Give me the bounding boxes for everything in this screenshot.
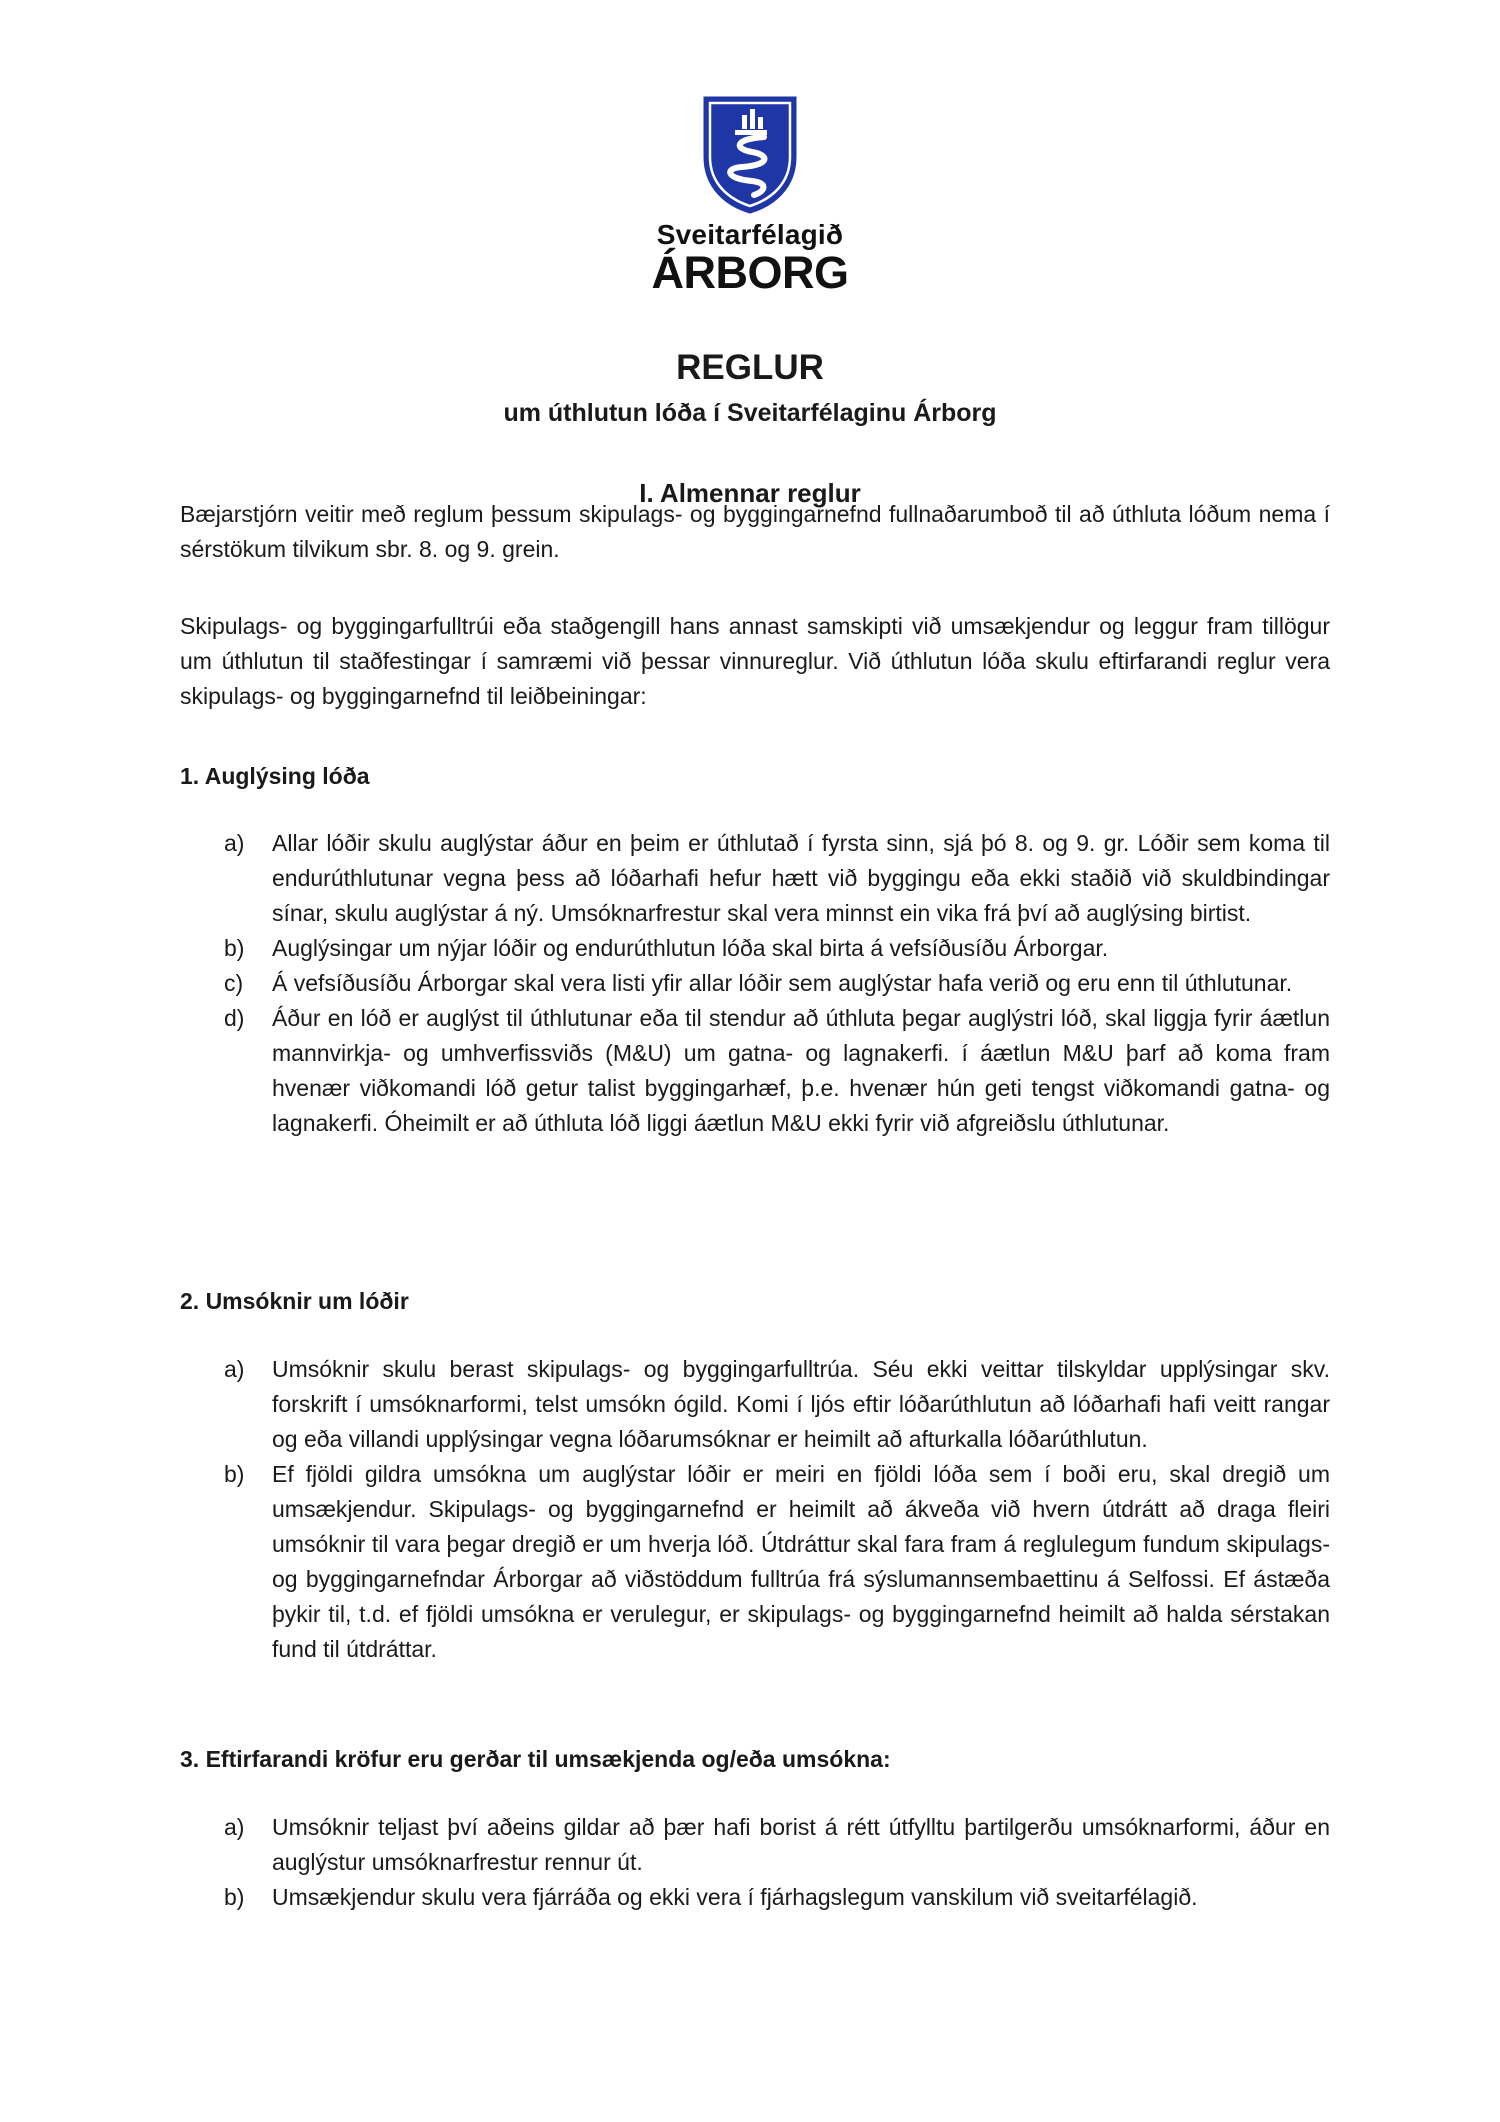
section-1-list <box>180 826 1330 1141</box>
document-subtitle: um úthlutun lóða í Sveitarfélaginu Árborg <box>503 399 997 427</box>
list-marker: c) <box>224 970 244 996</box>
list-item-text: Auglýsingar um nýjar lóðir og endurúthlutun lóða skal birta á vefsíðusíðu Árborgar. <box>272 935 1109 961</box>
list-item <box>180 1457 1330 1667</box>
list-marker: a) <box>224 830 245 856</box>
list-item-text: Umsóknir skulu berast skipulags- og byggingarfulltrúa. Séu ekki veittar tilskyldar upplýsingar skv. forskrift í umsóknarformi, telst umsókn ógild. Komi í ljós eftir lóðarúthlutun að lóðarhafi hafi veitt rangar og eða villandi upplýsingar vegna lóðarumsóknar er heimilt að afturkalla lóðarúthlutun. <box>272 1356 1330 1452</box>
list-item-text: Umsækjendur skulu vera fjárráða og ekki vera í fjárhagslegum vanskilum við sveitarfélagið. <box>272 1884 1198 1910</box>
section-3-list <box>180 1810 1330 1915</box>
list-item <box>180 966 1330 1001</box>
list-marker: b) <box>224 1884 245 1910</box>
document-title: REGLUR <box>676 348 824 387</box>
list-item-text: Umsóknir teljast því aðeins gildar að þær hafi borist á rétt útfylltu þartilgerðu umsóknarformi, áður en auglýstur umsóknarfrestur rennur út. <box>272 1814 1330 1875</box>
section-heading-1: 1. Auglýsing lóða <box>180 763 370 789</box>
arborg-crest-icon <box>702 95 798 215</box>
intro-paragraph-2: Skipulags- og byggingarfulltrúi eða staðgengill hans annast samskipti við umsækjendur og leggur fram tillögur um úthlutun til staðfestingar í samræmi við þessar vinnureglur. Við úthlutun lóða skulu eftirfarandi reglur vera skipulags- og byggingarnefnd til leiðbeiningar: <box>180 613 1330 709</box>
logo-text-line2: ÁRBORG <box>651 247 849 298</box>
list-marker: b) <box>224 935 245 961</box>
section-title: I. Almennar reglur <box>639 478 861 508</box>
section-2-list <box>180 1352 1330 1667</box>
intro-paragraph: Bæjarstjórn veitir með reglum þessum skipulags- og byggingarnefnd fullnaðarumboð til að úthluta lóðum nema í sérstökum tilvikum sbr. 8. og 9. grein. <box>180 501 1330 562</box>
list-item-text: Allar lóðir skulu auglýstar áður en þeim er úthlutað í fyrsta sinn, sjá þó 8. og 9. gr. Lóðir sem koma til endurúthlutunar vegna þess að lóðarhafi hefur hætt við byggingu eða ekki staðið við skuldbindingar sínar, skulu auglýstar á ný. Umsóknarfrestur skal vera minnst ein vika frá því að auglýsing birtist. <box>272 830 1330 926</box>
list-item <box>180 1810 1330 1880</box>
list-item-text: Áður en lóð er auglýst til úthlutunar eða til stendur að úthluta þegar auglýstri lóð, skal liggja fyrir áætlun mannvirkja- og umhverfissviðs (M&U) um gatna- og lagnakerfi. í áætlun M&U þarf að koma fram hvenær viðkomandi lóð getur talist byggingarhæf, þ.e. hvenær hún geti tengst viðkomandi gatna- og lagnakerfi. Óheimilt er að úthluta lóð liggi áætlun M&U ekki fyrir við afgreiðslu úthlutunar. <box>272 1005 1330 1136</box>
municipality-logo <box>650 95 850 298</box>
list-item <box>180 931 1330 966</box>
list-marker: d) <box>224 1005 245 1031</box>
list-marker: a) <box>224 1814 245 1840</box>
list-item <box>180 826 1330 931</box>
list-marker: b) <box>224 1461 245 1487</box>
list-item <box>180 1352 1330 1457</box>
list-item <box>180 1880 1330 1915</box>
list-marker: a) <box>224 1356 245 1382</box>
logo-text-line1: Sveitarfélagið <box>656 219 844 250</box>
section-heading-2: 2. Umsóknir um lóðir <box>180 1288 409 1314</box>
list-item-text: Ef fjöldi gildra umsókna um auglýstar lóðir er meiri en fjöldi lóða sem í boði eru, skal dregið um umsækjendur. Skipulags- og byggingarnefnd er heimilt að ákveða við hvern útdrátt að draga fleiri umsóknir til vara þegar dregið er um hverja lóð. Útdráttur skal fara fram á reglulegum fundum skipulags- og byggingarnefndar Árborgar að viðstöddum fulltrúa frá sýslumannsembaettinu á Selfossi. Ef ástæða þykir til, t.d. ef fjöldi umsókna er verulegur, er skipulags- og byggingarnefnd heimilt að halda sérstakan fund til útdráttar. <box>272 1461 1330 1662</box>
list-item-text: Á vefsíðusíðu Árborgar skal vera listi yfir allar lóðir sem auglýstar hafa verið og eru enn til úthlutunar. <box>272 970 1293 996</box>
section-heading-3: 3. Eftirfarandi kröfur eru gerðar til umsækjenda og/eða umsókna: <box>180 1746 891 1772</box>
list-item <box>180 1001 1330 1141</box>
